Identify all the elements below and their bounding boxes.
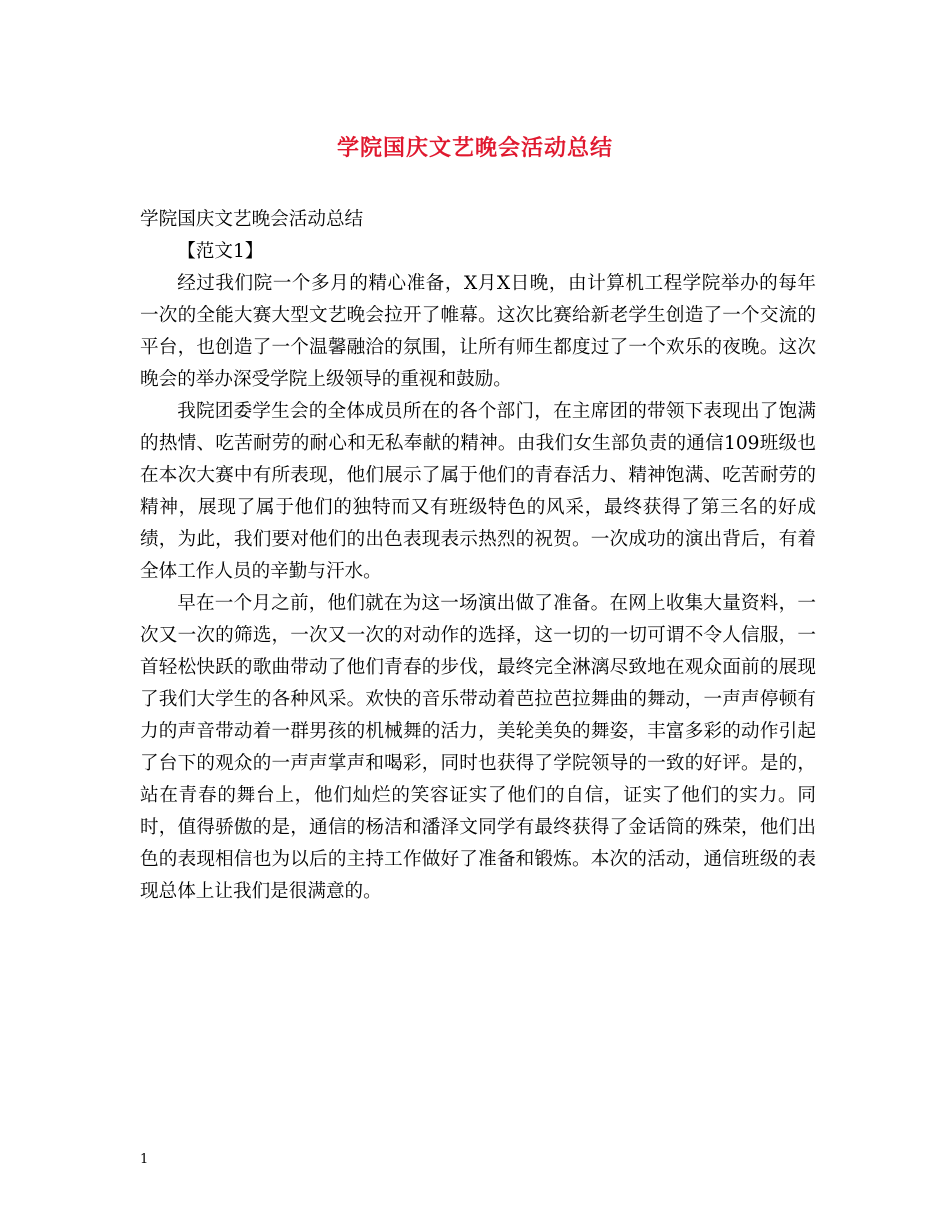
section-label: 【范文1】 (177, 241, 264, 262)
document-title: 学院国庆文艺晚会活动总结 (336, 135, 613, 161)
document-body (140, 204, 816, 908)
paragraph-1: 经过我们院一个多月的精心准备，X月X日晚，由计算机工程学院举办的每年一次的全能大赛大型文艺晚会拉开了帷幕。这次比赛给新老学生创造了一个交流的平台，也创造了一个温馨融洽的氛围，让所有师生都度过了一个欢乐的夜晚。这次晚会的举办深受学院上级领导的重视和鼓励。 (140, 273, 816, 390)
paragraph-3: 早在一个月之前，他们就在为这一场演出做了准备。在网上收集大量资料，一次又一次的筛选，一次又一次的对动作的选择，这一切的一切可谓不令人信服，一首轻松快跃的歌曲带动了他们青春的步伐，最终完全淋漓尽致地在观众面前的展现了我们大学生的各种风采。欢快的音乐带动着芭拉芭拉舞曲的舞动，一声声停顿有力的声音带动着一群男孩的机械舞的活力，美轮美奂的舞姿，丰富多彩的动作引起了台下的观众的一声声掌声和喝彩，同时也获得了学院领导的一致的好评。是的，站在青春的舞台上，他们灿烂的笑容证实了他们的自信，证实了他们的实力。同时，值得骄傲的是，通信的杨洁和潘泽文同学有最终获得了金话筒的殊荣，他们出色的表现相信也为以后的主持工作做好了准备和锻炼。本次的活动，通信班级的表现总体上让我们是很满意的。 (140, 593, 816, 902)
document-subtitle: 学院国庆文艺晚会活动总结 (140, 209, 364, 230)
paragraph-2: 我院团委学生会的全体成员所在的各个部门，在主席团的带领下表现出了饱满的热情、吃苦耐劳的耐心和无私奉献的精神。由我们女生部负责的通信109班级也在本次大赛中有所表现，他们展示了属于他们的青春活力、精神饱满、吃苦耐劳的精神，展现了属于他们的独特而又有班级特色的风采，最终获得了第三名的好成绩，为此，我们要对他们的出色表现表示热烈的祝贺。一次成功的演出背后，有着全体工作人员的辛勤与汗水。 (140, 401, 816, 582)
page-number: 1 (140, 1152, 149, 1167)
